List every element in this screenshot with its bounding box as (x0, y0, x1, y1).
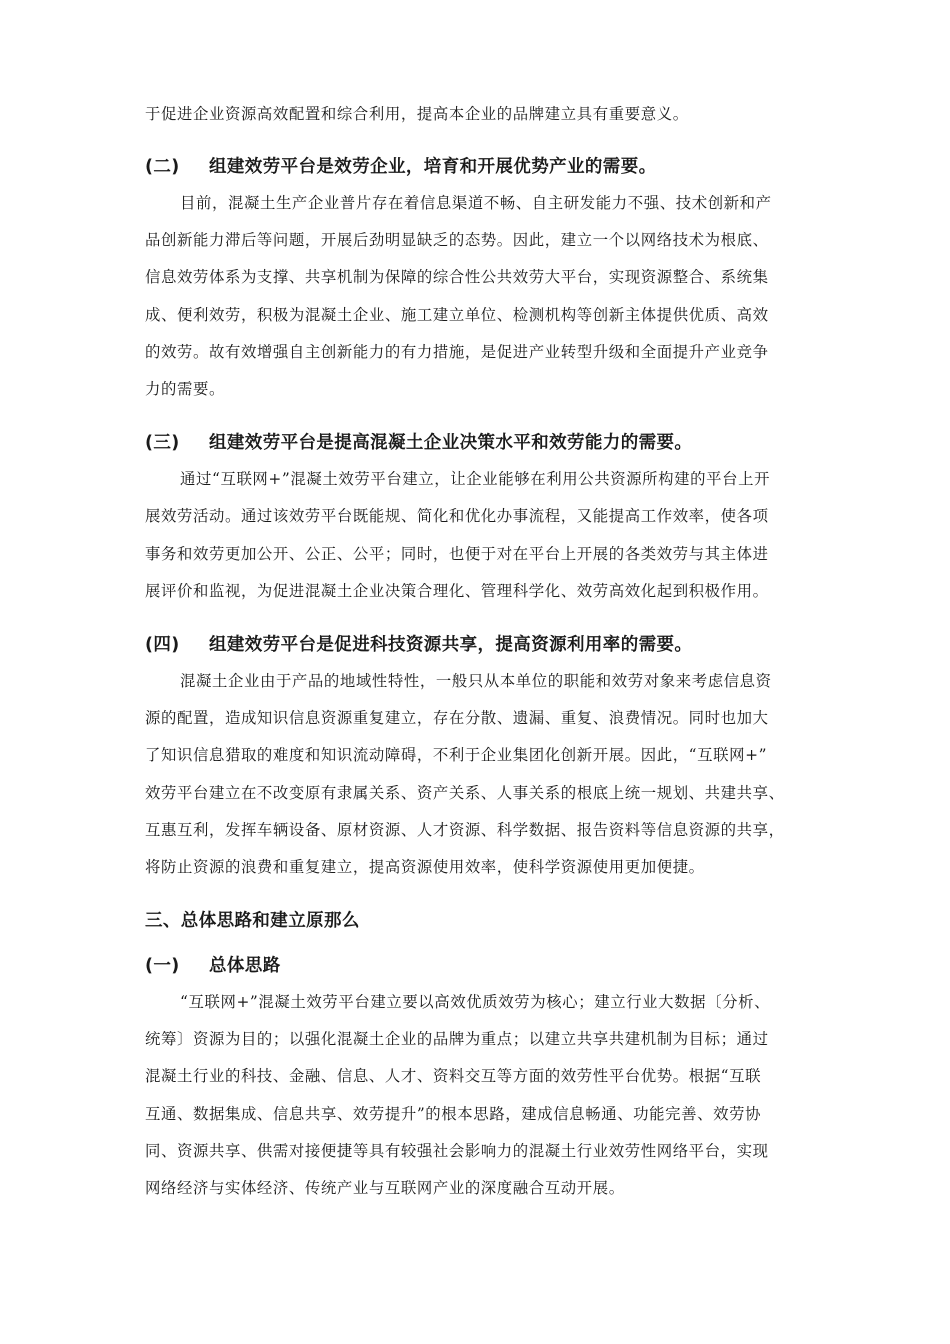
subsection-title: 组建效劳平台是促进科技资源共享，提高资源利用率的需要。 (209, 635, 693, 655)
subsection-number: (一) (145, 956, 180, 976)
paragraph-line: 事务和效劳更加公开、公正、公平；同时，也便于对在平台上开展的各类效劳与其主体进 (145, 545, 769, 563)
paragraph-line: 效劳平台建立在不改变原有隶属关系、资产关系、人事关系的根底上统一规划、共建共享、 (145, 784, 785, 802)
paragraph-line: 互惠互利，发挥车辆设备、原材资源、人才资源、科学数据、报告资料等信息资源的共享， (145, 821, 785, 839)
paragraph-line: 信息效劳体系为支撑、共享机制为保障的综合性公共效劳大平台，实现资源整合、系统集 (145, 268, 769, 286)
paragraph-line: 混凝土行业的科技、金融、信息、人才、资料交互等方面的效劳性平台优势。根据“互联 (145, 1067, 762, 1085)
subsection-title: 组建效劳平台是效劳企业，培育和开展优势产业的需要。 (209, 157, 657, 177)
subsection-number: (四) (145, 635, 180, 655)
section-heading: 三、总体思路和建立原那么 (145, 911, 360, 931)
paragraph-line: 力的需要。 (145, 380, 225, 398)
subsection-title: 总体思路 (209, 956, 281, 976)
paragraph-line: 了知识信息猎取的难度和知识流动障碍，不利于企业集团化创新开展。因此，“互联网+” (145, 746, 768, 764)
subsection-heading (145, 432, 692, 454)
paragraph-line: 品创新能力滞后等问题，开展后劲明显缺乏的态势。因此，建立一个以网络技术为根底、 (145, 231, 769, 249)
paragraph-line: 于促进企业资源高效配置和综合利用，提高本企业的品牌建立具有重要意义。 (145, 105, 689, 123)
paragraph-line: 展评价和监视，为促进混凝土企业决策合理化、管理科学化、效劳高效化起到积极作用。 (145, 582, 769, 600)
paragraph-line: 目前，混凝土生产企业普片存在着信息渠道不畅、自主研发能力不强、技术创新和产 (180, 194, 772, 212)
paragraph-line: 展效劳活动。通过该效劳平台既能规、简化和优化办事流程，又能提高工作效率，使各项 (145, 507, 769, 525)
paragraph-line: 网络经济与实体经济、传统产业与互联网产业的深度融合互动开展。 (145, 1179, 625, 1197)
paragraph-line: 的效劳。故有效增强自主创新能力的有力措施，是促进产业转型升级和全面提升产业竞争 (145, 343, 769, 361)
paragraph-line: 源的配置，造成知识信息资源重复建立，存在分散、遗漏、重复、浪费情况。同时也加大 (145, 709, 769, 727)
paragraph-line: 同、资源共享、供需对接便捷等具有较强社会影响力的混凝土行业效劳性网络平台，实现 (145, 1142, 769, 1160)
subsection-heading (145, 156, 657, 178)
subsection-number: (二) (145, 157, 180, 177)
paragraph-line: 成、便利效劳，积极为混凝土企业、施工建立单位、检测机构等创新主体提供优质、高效 (145, 306, 769, 324)
subsection-heading (145, 955, 281, 977)
paragraph-line: 互通、数据集成、信息共享、效劳提升”的根本思路，建成信息畅通、功能完善、效劳协 (145, 1105, 762, 1123)
subsection-title: 组建效劳平台是提高混凝土企业决策水平和效劳能力的需要。 (209, 433, 693, 453)
paragraph-line: 通过“互联网+”混凝土效劳平台建立，让企业能够在利用公共资源所构建的平台上开 (180, 470, 771, 488)
paragraph-line: 混凝土企业由于产品的地域性特性，一般只从本单位的职能和效劳对象来考虑信息资 (180, 672, 772, 690)
paragraph-line: 统筹〕资源为目的；以强化混凝土企业的品牌为重点；以建立共享共建机制为目标；通过 (145, 1030, 769, 1048)
subsection-heading (145, 634, 692, 656)
subsection-number: (三) (145, 433, 180, 453)
paragraph-line: 将防止资源的浪费和重复建立，提高资源使用效率，使科学资源使用更加便捷。 (145, 858, 705, 876)
paragraph-line: “互联网+”混凝土效劳平台建立要以高效优质效劳为核心；建立行业大数据〔分析、 (180, 993, 771, 1011)
